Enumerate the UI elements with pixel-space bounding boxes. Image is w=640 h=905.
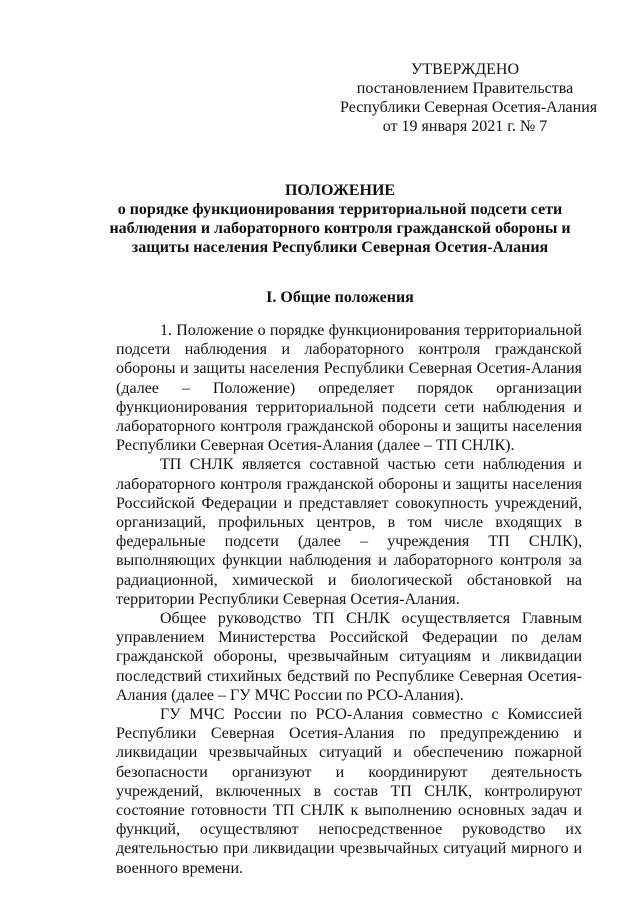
approval-heading: УТВЕРЖДЕНО	[410, 61, 519, 78]
paragraph-4: ГУ МЧС России по РСО-Алания совместно с Комиссией Республики Северная Осетия-Алания по предупреждению и ликвидации чрезвычайных ситуаций и обеспечению пожарной безопасности организуют и координируют деятельность учреждений, включенных в состав ТП СНЛК, контролируют состояние готовности ТП СНЛК к выполнению основных задач и функций, осуществляют непосредственное руководство их деятельностью при ликвидации чрезвычайных ситуаций мирного и военного времени.	[116, 706, 582, 877]
title-subtitle-line-2: наблюдения и лабораторного контроля гражданской обороны и	[109, 220, 571, 237]
document-body	[116, 321, 582, 878]
paragraph-1: 1. Положение о порядке функционирования территориальной подсети наблюдения и лабораторного контроля гражданской обороны и защиты населения Республики Северная Осетия-Алания (далее – Положение) определяет порядок организации функционирования территориальной подсети сети наблюдения и лабораторного контроля гражданской обороны и защиты населения Республики Северная Осетия-Алания (далее – ТП СНЛК).	[116, 322, 582, 455]
paragraph-3: Общее руководство ТП СНЛК осуществляется Главным управлением Министерства Российской Федерации по делам гражданской обороны, чрезвычайным ситуациям и ликвидации последствий стихийных бедствий по Республике Северная Осетия-Алания (далее – ГУ МЧС России по РСО-Алания).	[116, 610, 582, 704]
approval-authority-line: Республики Северная Осетия-Алания	[340, 99, 598, 116]
title-subtitle-line-3: защиты населения Республики Северная Осетия-Алания	[131, 239, 549, 256]
approval-date-line: от 19 января 2021 г. № 7	[382, 118, 548, 135]
section-heading: I. Общие положения	[266, 289, 414, 306]
title-main: ПОЛОЖЕНИЕ	[284, 182, 396, 199]
title-subtitle-line-1: о порядке функционирования территориальной подсети сети	[117, 201, 563, 218]
paragraph-2: ТП СНЛК является составной частью сети наблюдения и лабораторного контроля гражданской обороны и защиты населения Российской Федерации и представляет совокупность учреждений, организаций, профильных центров, в том числе входящих в федеральные подсети (далее – учреждения ТП СНЛК), выполняющих функции наблюдения и лабораторного контроля за радиационной, химической и биологической обстановкой на территории Республики Северная Осетия-Алания.	[116, 456, 582, 608]
approval-decree-line: постановлением Правительства	[356, 80, 574, 97]
approval-stamp	[340, 60, 598, 136]
document-title	[70, 181, 610, 257]
